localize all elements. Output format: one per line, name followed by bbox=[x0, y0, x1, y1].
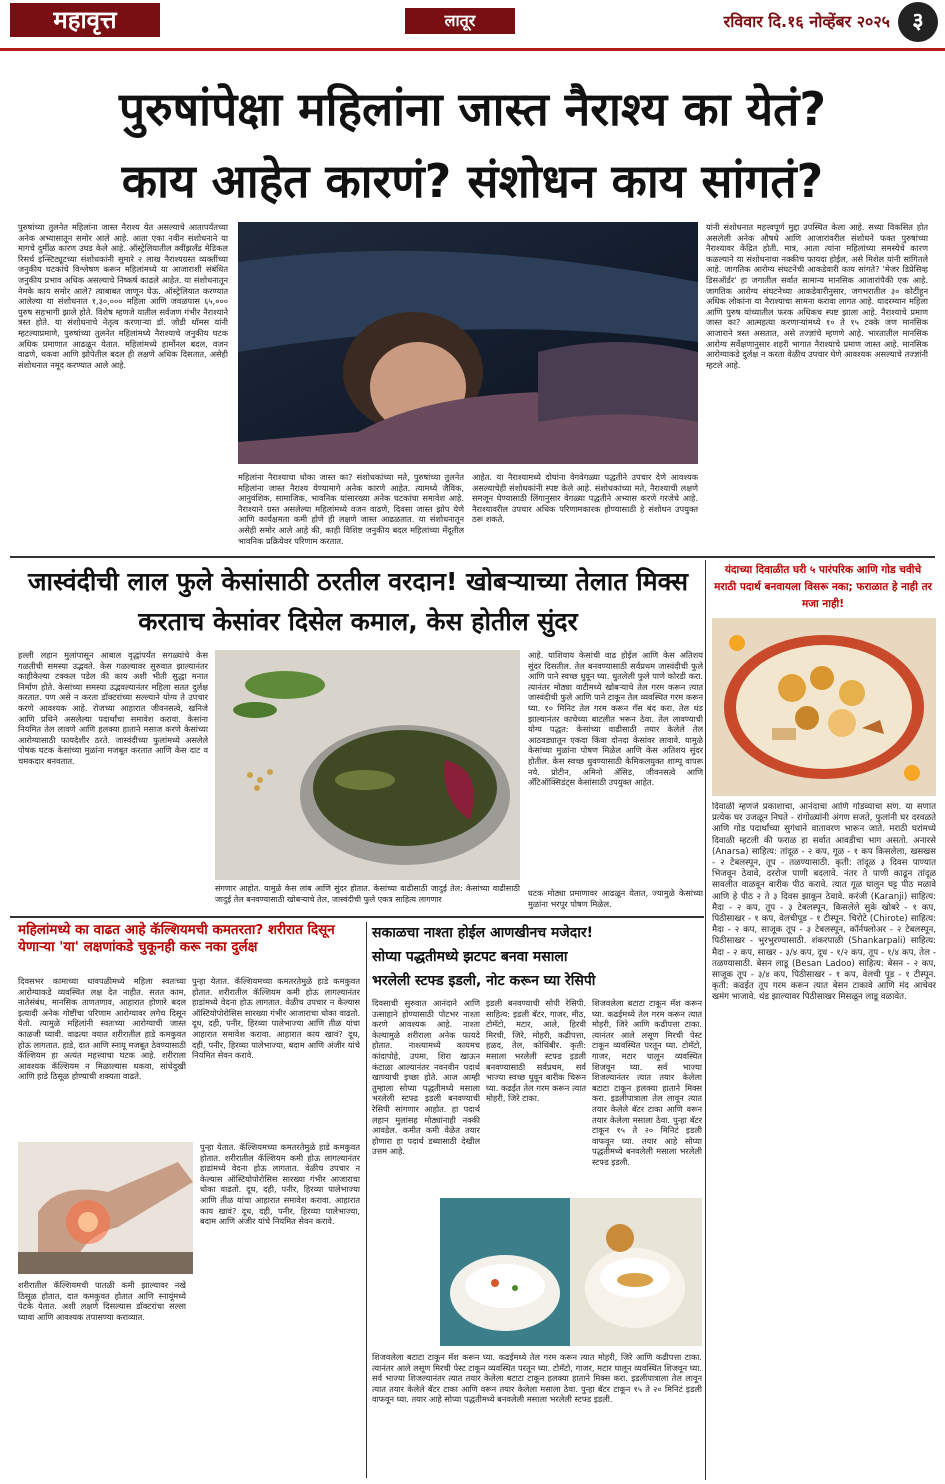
hair-photo-caption: संगणार आहोत. यामुळे केस लांब आणि सुंदर होतात. केसांच्या वाढीसाठी जादुई तेल: केसांच्या वाढीसाठी जादुई तेल बनवण्यासाठी खोबऱ्याचे तेल, जास्वंदीची फुले एकत्र साहित्य लागणार bbox=[215, 884, 520, 904]
calcium-elbow-photo bbox=[18, 1142, 193, 1274]
lead-headline-line1: पुरुषांपेक्षा महिलांना जास्त नैराश्य का येतं? bbox=[118, 82, 827, 136]
diwali-body: दिवाळी म्हणजे प्रकाशाचा, आनंदाचा आणि गोडव्याचा सण. या सणात प्रत्येक घर उजळून निघते - रांगोळ्यांनी अंगण सजते, फुलांनी घर दरवळते आणि गोड पदार्थांच्या सुगंधाने वातावरण भारून जाते. मराठी घरांमध्ये दिवाळी म्हटली की फराळ हा सर्वात आवडीचा भाग असतो. अनारसे (Anarsa) साहित्य: तांदूळ - २ कप, गूळ - १ कप किसलेला, खसखस - २ टेबलस्पून, तूप - तळण्यासाठी. कृती: तांदूळ ३ दिवस पाण्यात भिजवून ठेवावे, दररोज पाणी बदलावे. नंतर ते पाणी काढून तांदूळ सावलीत वाळवून बारीक पीठ करावे. त्यात गूळ घालून घट्ट पीठ मळावे आणि हे पीठ २ ते ३ दिवस झाकून ठेवावे. करंजी (Karanji) साहित्य: मैदा - २ कप, तूप - ३ टेबलस्पून, किसलेले सुके खोबरे - १ कप, पिठीसाखर - १ कप, वेलचीपूड - १ टीस्पून. चिरोटे (Chirote) साहित्य: मैदा - २ कप, साजूक तूप - ३ टेबलस्पून, कॉर्नफ्लोअर - २ टेबलस्पून, पिठीसाखर - भुरभुरण्यासाठी. शंकरपाळी (Shankarpali) साहित्य: मैदा - २ कप, साखर - ३/४ कप, दूध - १/२ कप, तूप - १/४ कप, तेल - तळण्यासाठी. बेसन लाडू (Besan Ladoo) साहित्य: बेसन - २ कप, साजूक तूप - ३/४ कप, पिठीसाखर - १ कप, वेलची पूड - १ टीस्पून. कृती: कढईत तूप गरम करून त्यात बेसन टाकावे आणि मंद आचेवर खमंग भाजावे. थंड झाल्यावर पिठीसाखर मिसळून लाडू वळावेत. bbox=[712, 802, 936, 1003]
hair-body-col1: हल्ली लहान मुलांपासून आबाल वृद्धांपर्यंत सगळ्यांचे केस गळतीची समस्या उद्भवते. केस गळल्यावर सुरुवात झाल्यानंतर काहीकेल्या टक्कल पडेल की काय अशी भीती सुद्धा मनात निर्माण होते. केसांच्या समस्या उद्भवल्यानंतर महिला सतत दुर्लक्ष करतात. पण असे न करता डॉक्टरांच्या सल्ल्याने योग्य ते उपचार करणे आवश्यक आहे. रोजच्या आहारात जीवनसत्वे, खनिजे आणि प्रथिने असलेल्या पदार्थांचा समावेश करावा. केसांना नियमित तेल लावणे आणि हलक्या हाताने मसाज करणे केसांच्या आरोग्यासाठी फायदेशीर ठरते. जास्वंदीच्या फुलांमध्ये असलेले पोषक घटक केसांच्या मुळांना मजबूत करतात आणि केस दाट व चमकदार बनवतात. bbox=[18, 650, 208, 766]
sleeping-woman-illustration bbox=[238, 222, 698, 464]
idli-body-col3: शिजवलेला बटाटा टाकून मॅश करून घ्या. कढईमध्ये तेल गरम करून त्यात मोहरी, जिरे आणि कढीपत्ता टाका. त्यानंतर आले लसूण मिरची पेस्ट टाकून व्यवस्थित परतून घ्या. टोमॅटो, गाजर, मटार घालून व्यवस्थित शिजवून घ्या. सर्व भाज्या शिजल्यानंतर त्यात तयार केलेला बटाटा टाकून हलक्या हाताने मिक्स करा. इडलीपात्राला तेल लावून त्यात तयार केलेले बॅटर टाका आणि वरून तयार केलेला मसाला ठेवा. पुन्हा बॅटर टाकून १५ ते २० मिनिटं इडली वाफवून घ्या. तयार आहे सोप्या पद्धतीमध्ये बनवलेली मसाला भरलेली स्टफ्ड इडली. bbox=[592, 998, 702, 1167]
calcium-headline: महिलांमध्ये का वाढत आहे कॅल्शियमची कमतरता? शरीरात दिसून येणाऱ्या 'या' लक्षणांकडे चुकूनही करू नका दुर्लक्ष bbox=[18, 922, 335, 955]
page-number: ३ bbox=[898, 2, 938, 42]
idli-body-col4: शिजवलेला बटाटा टाकून मॅश करून घ्या. कढईमध्ये तेल गरम करून त्यात मोहरी, जिरे आणि कढीपत्ता टाका. त्यानंतर आले लसूण मिरची पेस्ट टाकून व्यवस्थित परतून घ्या. टोमॅटो, गाजर, मटार घालून व्यवस्थित शिजवून घ्या. सर्व भाज्या शिजल्यानंतर त्यात तयार केलेला बटाटा टाकून हलक्या हाताने मिक्स करा. इडलीपात्राला तेल लावून त्यात तयार केलेले बॅटर टाका आणि वरून तयार केलेला मसाला ठेवा. पुन्हा बॅटर टाकून १५ ते २० मिनिटं इडली वाफवून घ्या. तयार आहे सोप्या पद्धतीमध्ये बनवलेली मसाला भरलेली स्टफ्ड इडली. bbox=[372, 1352, 702, 1405]
lead-body-col1: पुरुषांच्या तुलनेत महिलांना जास्त नैराश्य येत असल्याचे आतापर्यंतच्या अनेक अभ्यासातून समोर आले आहे. आता एका नवीन संशोधनाने या मागचे दुर्मीळ कारण उघड केले आहे. ऑस्ट्रेलियातील क्वींझलँड मेडिकल रिसर्च इन्स्टिट्यूटच्या संशोधकांनी सुमारे २ लाख नैराश्यग्रस्त व्यक्तींच्या जनुकीय घटकांचे विश्लेषण करून महिलांमध्ये या आजाराशी संबंधित जनुकीय प्रभाव अधिक असल्याचे निष्कर्ष काढले आहेत. या संशोधनातून नेमके काय समोर आले? त्याबाबत जाणून घेऊ. ऑस्ट्रेलियात करण्यात आलेल्या या संशोधनात १,३०,००० महिला आणि जवळपास ६५,००० पुरुष सहभागी झाले होते. विशेष म्हणजे यातील सर्वजण गंभीर नैराश्याने त्रस्त होते. या संशोधनाचे नेतृत्व करणाऱ्या डॉ. जोडी थॉमस यांनी म्हटल्याप्रमाणे, पुरुषांच्या तुलनेत महिलांमध्ये नैराश्याचे जनुकीय घटक अधिक प्रमाणात आढळून येतात. महिलांमध्ये हार्मोनल बदल, वजन वाढणे, थकवा आणि झोपेतील बदल ही लक्षणे अधिक दिसतात, असेही संशोधनात नमूद करण्यात आले आहे. bbox=[18, 222, 228, 370]
hair-headline: जास्वंदीची लाल फुले केसांसाठी ठरतील वरदान! खोबऱ्याच्या तेलात मिक्स करताच केसांवर दिसेल कमाल, केस होतील सुंदर bbox=[27, 567, 688, 636]
idli-headline-line3: भरलेली स्टफ्ड इडली, नोट करून घ्या रेसिपी bbox=[372, 973, 596, 989]
lead-body-col4: यांनी संशोधनात महत्त्वपूर्ण मुद्दा उपस्थित केला आहे. सध्या विकसित होत असलेली अनेक औषधे आणि आजारांवरील संशोधने फक्त पुरुषांच्या नैराश्यावर केंद्रित होती. मात्र, आता त्यांना महिलांच्या समस्येचे कारण कळल्याने या संशोधनाचा नक्कीच फायदा होईल, असे मिशेल यांनी सांगितले आहे. जागतिक आरोग्य संघटनेची आकडेवारी काय सांगते? 'मेजर डिप्रेसिव्ह डिसऑर्डर' हा जगातील सर्वात सामान्य मानसिक आजारांपैकी एक आहे. जागतिक आरोग्य संघटनेच्या आकडेवारीनुसार, जगभरातील ३० कोटींहून अधिक लोकांना या नैराश्याचा सामना करावा लागत आहे. यादरम्यान महिला आणि पुरुष यांच्यातील फरक अधिकच स्पष्ट झाला आहे. नैराश्याचे प्रमाण जास्त का? आत्महत्या करणाऱ्यांमध्ये १० ते १५ टक्के जण मानसिक आजाराने त्रस्त असतात, असे तज्ज्ञांचे म्हणणे आहे. भारतातील मानसिक आरोग्य सर्वेक्षणानुसार शहरी भागात नैराश्याचे प्रमाण जास्त आहे. मानसिक आरोग्याकडे दुर्लक्ष न करता वेळीच उपचार घेणे आवश्यक असल्याचे तज्ज्ञांनी म्हटले आहे. bbox=[706, 222, 928, 370]
section-divider-2 bbox=[10, 916, 704, 918]
elbow-pain-illustration bbox=[18, 1142, 193, 1274]
idli-headline-line2: सोप्या पद्धतीमध्ये झटपट बनवा मसाला bbox=[372, 949, 568, 965]
section-divider bbox=[10, 556, 935, 558]
diwali-headline: यंदाच्या दिवाळीत घरी ५ पारंपरिक आणि गोड चवीचे मराठी पदार्थ बनवायला विसरू नका; फराळात हे नाही तर मजा नाही! bbox=[714, 564, 932, 610]
column-divider bbox=[705, 560, 706, 1480]
idli-body-col1: दिवसाची सुरुवात आनंदाने आणि उत्साहाने होण्यासाठी पोटभर नाश्ता करणे आवश्यक आहे. नाश्ता केल्यामुळे शरीराला अनेक फायदे होतात. नाश्त्यामध्ये कायमच कांदापोहे, उपमा, शिरा खाऊन कंटाळा आल्यानंतर नवनवीन पदार्थ खाण्याची इच्छा होते. आज आम्ही तुम्हाला सोप्या पद्धतीमध्ये मसाला भरलेली स्टफ्ड इडली बनवण्याची रेसिपी सांगणार आहोत. हा पदार्थ लहान मुलांसह मोठ्यांनाही नक्की आवडेल. कमीत कमी वेळेत तयार होणारा हा पदार्थ डब्यासाठी देखील उत्तम आहे. bbox=[372, 998, 480, 1157]
lead-body-col3: आहेत. या नैराश्यामध्ये दोघांना वेगवेगळ्या पद्धतीने उपचार देणे आवश्यक असल्याचेही संशोधकांनी स्पष्ट केले आहे. संशोधकांच्या मते, नैराश्याची लक्षणे समजून घेण्यासाठी लिंगानुसार वेगळ्या पद्धतीने अभ्यास करणे गरजेचे आहे. नैराश्यावरील उपचार अधिक परिणामकारक होण्यासाठी हे संशोधन उपयुक्त ठरू शकते. bbox=[472, 472, 698, 525]
idli-headline-line1: सकाळचा नाश्ता होईल आणखीनच मजेदार! bbox=[372, 925, 593, 941]
edition-city: लातूर bbox=[405, 8, 515, 34]
hair-body-col2-end: घटक मोठ्या प्रमाणावर आढळून येतात, ज्यामुळे केसांच्या मुळांना भरपूर पोषण मिळेल. bbox=[528, 888, 703, 909]
lead-headline-line2: काय आहेत कारणं? संशोधन काय सांगतं? bbox=[121, 154, 824, 208]
newspaper-logo: महावृत्त bbox=[10, 3, 160, 37]
issue-date: रविवार दि.१६ नोव्हेंबर २०२५ bbox=[723, 12, 890, 31]
stuffed-idli-illustration bbox=[440, 1198, 702, 1346]
calcium-body-col2-cont: पुन्हा येतात. कॅल्शियमच्या कमतरतेमुळे हाडे कमकुवत होतात. शरीरातील कॅल्शियम कमी होऊ लागल्यानंतर हाडांमध्ये वेदना होऊ लागतात. वेळीच उपचार न केल्यास ऑस्टियोपोरोसिस सारख्या गंभीर आजाराचा धोका वाढतो. दूध, दही, पनीर, हिरव्या पालेभाज्या आणि तीळ यांचा आहारात समावेश करावा. आहारात काय खावं? दूध, दही, पनीर, हिरव्या पालेभाज्या, बदाम आणि अंजीर यांचे नियमित सेवन करावे. bbox=[200, 1142, 360, 1227]
diwali-faral-photo bbox=[712, 618, 936, 796]
idli-body-col2: इडली बनवण्याची सोपी रेसिपी. साहित्य: इडली बॅटर, गाजर, मीठ, टोमॅटो, मटार, आले, हिरवी मिरची, जिरे, मोहरी, कढीपत्ता, हळद, तेल, कोथिंबीर. कृती: मसाला भरलेली स्टफ्ड इडली बनवण्यासाठी सर्वप्रथम, सर्व भाज्या स्वच्छ धुवून बारीक चिरून घ्या. कढईत तेल गरम करून त्यात मोहरी, जिरे टाका. bbox=[486, 998, 586, 1104]
column-divider-2 bbox=[366, 922, 367, 1478]
calcium-body-col1: दिवसभर कामाच्या धावपळीमध्ये महिला स्वतःच्या आरोग्याकडे व्यवस्थित लक्ष देत नाहीत. सतत काम, नातेसंबंध, मानसिक ताणतणाव, आहारात होणारे बदल इत्यादी अनेक गोष्टींचा परिणाम आरोग्यावर लगेच दिसून येतो. त्यामुळे महिलांनी स्वतःच्या आरोग्याची जास्त काळजी घ्यावी. वाढत्या वयात शरीरातील हाडे कमकुवत होऊ लागतात. हाडे, दात आणि स्नायू मजबूत ठेवण्यासाठी कॅल्शियम हा अत्यंत महत्त्वाचा घटक आहे. शरीराला आवश्यक कॅल्शियम न मिळाल्यास थकवा, सांधेदुखी आणि हाडे ठिसूळ होण्याची शक्यता वाढते. bbox=[18, 976, 186, 1082]
lead-body-col2: महिलांना नैराश्याचा धोका जास्त का? संशोधकांच्या मते, पुरुषांच्या तुलनेत महिलांना जास्त नैराश्य येण्यामागे अनेक कारणे आहेत. त्यामध्ये जैविक, आनुवंशिक, सामाजिक, भावनिक यांसारख्या अनेक घटकांचा समावेश आहे. नैराश्याने ग्रस्त असलेल्या महिलांमध्ये वजन वाढणे, दिवसा जास्त झोप येणे आणि कार्यक्षमता कमी होणे ही लक्षणे जास्त आढळतात. या संशोधनातून असेही समोर आले आहे की, काही विशिष्ट जनुकीय बदल महिलांच्या मेंदूतील भावनिक प्रक्रियेवर परिणाम करतात. bbox=[238, 472, 464, 546]
hair-oil-photo bbox=[215, 650, 520, 880]
lead-photo-sleeping-woman bbox=[238, 222, 698, 464]
hair-body-col2: आहे. याशिवाय केसांची वाढ होईल आणि केस अतिशय सुंदर दिसतील. तेल बनवण्यासाठी सर्वप्रथम जास्वंदीची फुले आणि पाने स्वच्छ धुवून घ्या. धुतलेली फुले पाणे कोरडी करा. त्यानंतर मोठ्या वाटीमध्ये खोबऱ्याचे तेल गरम करून त्यात जास्वंदीची फुले आणि पाने टाकून तेल व्यवस्थित गरम करून घ्या. १० मिनिट तेल गरम करून गॅस बंद करा. तेल थंड झाल्यानंतर काचेच्या बाटलीत भरून ठेवा. तेल लावण्याची योग्य पद्धत: केसांच्या वाढीसाठी तयार केलेले तेल आठवड्यातून एकदा किंवा दोनदा केसांवर लावावे. यामुळे केसांच्या मुळांना पोषण मिळेल आणि केस अतिशय सुंदर होतील. केस स्वच्छ धुवण्यासाठी केमिकलयुक्त शाम्पू वापरू नये. प्रोटीन, अमिनो ॲसिड, जीवनसत्वे आणि अँटिऑक्सिडंट्स केसांसाठी उपयुक्त आहेत. bbox=[528, 650, 703, 788]
calcium-body-col2: पुन्हा येतात. कॅल्शियमच्या कमतरतेमुळे हाडे कमकुवत होतात. शरीरातील कॅल्शियम कमी होऊ लागल्यानंतर हाडांमध्ये वेदना होऊ लागतात. वेळीच उपचार न केल्यास ऑस्टियोपोरोसिस सारख्या गंभीर आजाराचा धोका वाढतो. दूध, दही, पनीर, हिरव्या पालेभाज्या आणि तीळ यांचा आहारात समावेश करावा. आहारात काय खावं? दूध, दही, पनीर, हिरव्या पालेभाज्या, बदाम आणि अंजीर यांचे नियमित सेवन करावे. bbox=[192, 976, 360, 1061]
diwali-sweets-illustration bbox=[712, 618, 936, 796]
calcium-body-col1-cont: शरीरातील कॅल्शियमची पातळी कमी झाल्यावर नखे ठिसूळ होतात, दात कमकुवत होतात आणि स्नायूंमध्ये पेटके येतात. अशी लक्षणे दिसल्यास डॉक्टरांचा सल्ला घ्यावा आणि आवश्यक तपासण्या कराव्यात. bbox=[18, 1280, 186, 1322]
hibiscus-oil-bowl-illustration bbox=[215, 650, 520, 880]
stuffed-idli-photo bbox=[440, 1198, 702, 1346]
